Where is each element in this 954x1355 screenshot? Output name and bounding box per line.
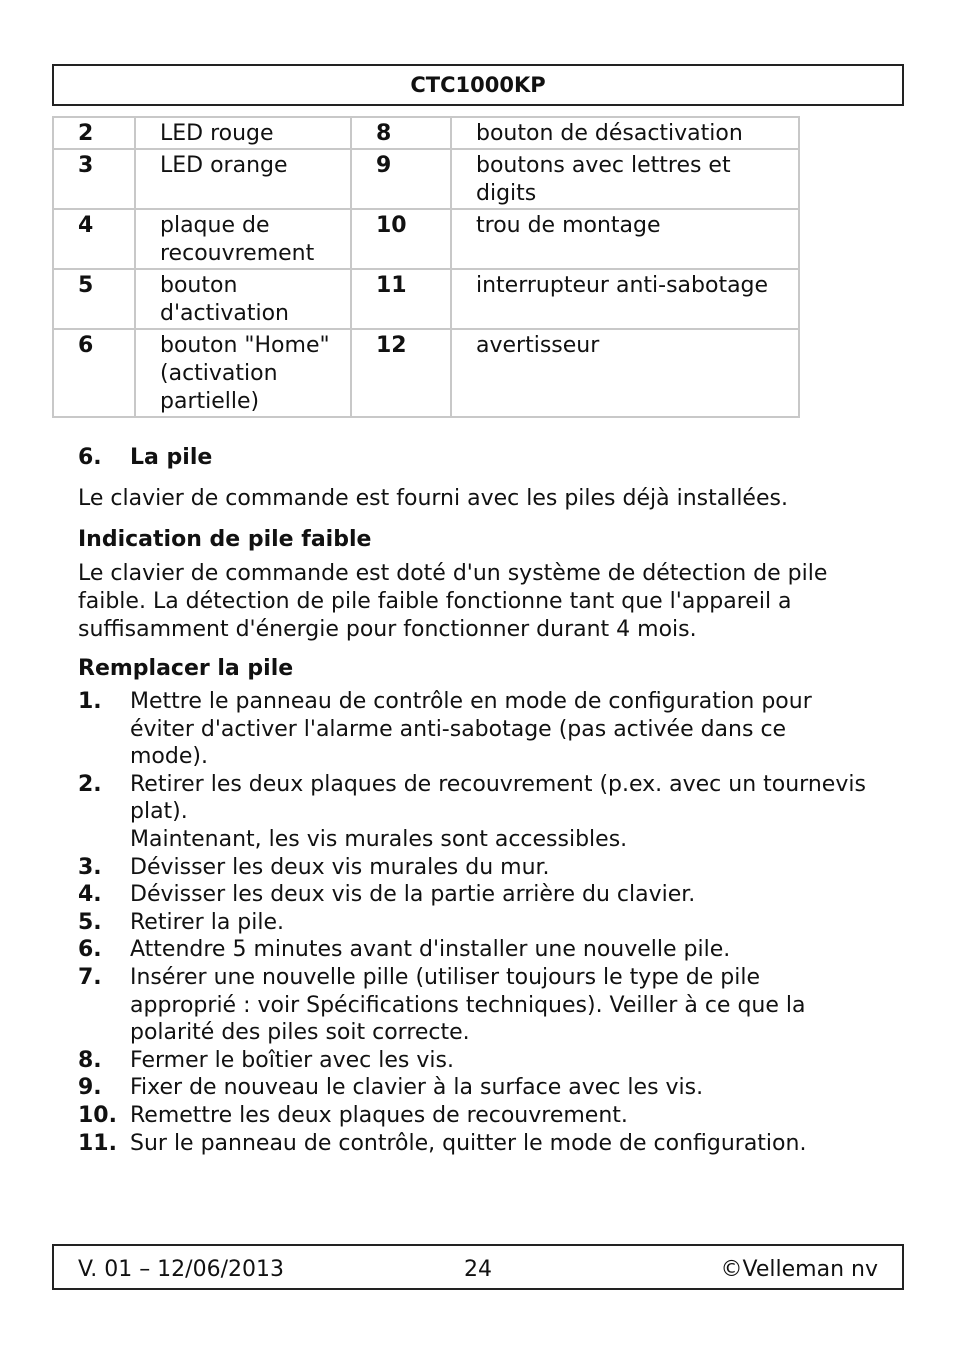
part-label: boutons avec lettres et digits [451,149,799,209]
part-number: 11 [351,269,451,329]
part-number: 4 [53,209,135,269]
list-item [78,771,868,854]
table-row [53,117,799,149]
intro-paragraph: Le clavier de commande est fourni avec les piles déjà installées. [78,486,788,511]
low-battery-paragraph: Le clavier de commande est doté d'un système de détection de pile faible. La détection de pile faible fonctionne tant que l'appareil a suffisamment d'énergie pour fonctionner durant 4 mois. [78,561,828,642]
part-number: 6 [53,329,135,417]
replace-heading: Remplacer la pile [78,656,294,681]
step-number: 6. [78,937,102,963]
list-item [78,909,868,937]
part-label: interrupteur anti-sabotage [451,269,799,329]
parts-table [52,116,800,418]
step-text: Mettre le panneau de contrôle en mode de configuration pour éviter d'activer l'alarme anti-sabotage (pas activée dans ce mode). [130,689,812,770]
step-text: Retirer la pile. [130,909,285,935]
list-item [78,1074,868,1102]
part-number: 5 [53,269,135,329]
copyright: ©Velleman nv [720,1257,878,1282]
table-row [53,149,799,209]
step-text: Remettre les deux plaques de recouvrement. [130,1102,628,1128]
section-number: 6. [78,445,102,470]
step-text: Attendre 5 minutes avant d'installer une nouvelle pile. [130,937,731,963]
list-item [78,1047,868,1075]
table-row [53,329,799,417]
part-label: LED rouge [135,117,351,149]
step-number: 1. [78,689,102,714]
document-header [52,64,904,106]
version-date: V. 01 – 12/06/2013 [78,1257,284,1282]
list-item [78,881,868,909]
step-text: Fixer de nouveau le clavier à la surface avec les vis. [130,1075,704,1101]
step-text: Insérer une nouvelle pille (utiliser toujours le type de pile approprié : voir Spécifications techniques). Veiller à ce que la polarité des piles soit correcte. [130,964,806,1046]
list-item [78,1130,868,1158]
model-title: CTC1000KP [410,73,546,97]
part-label: avertisseur [451,329,799,417]
step-text: Fermer le boîtier avec les vis. [130,1047,454,1073]
replace-steps-list [78,688,868,1157]
step-number: 4. [78,882,102,908]
part-label: bouton de désactivation [451,117,799,149]
step-number: 2. [78,771,102,797]
step-number: 7. [78,964,102,990]
step-number: 3. [78,854,102,880]
document-footer [52,1244,904,1290]
list-item [78,1102,868,1130]
low-battery-heading: Indication de pile faible [78,527,372,552]
step-text: Sur le panneau de contrôle, quitter le mode de configuration. [130,1130,807,1156]
step-text: Dévisser les deux vis de la partie arrière du clavier. [130,882,696,908]
step-number: 10. [78,1102,117,1128]
list-item [78,688,868,771]
step-number: 8. [78,1047,102,1073]
part-number: 9 [351,149,451,209]
step-text: Retirer les deux plaques de recouvrement (p.ex. avec un tournevis plat). [130,771,866,825]
part-label: LED orange [135,149,351,209]
list-item [78,854,868,882]
part-number: 10 [351,209,451,269]
step-text: Dévisser les deux vis murales du mur. [130,854,550,880]
section-title: La pile [130,445,213,470]
table-row [53,269,799,329]
list-item [78,936,868,964]
part-number: 2 [53,117,135,149]
step-note: Maintenant, les vis murales sont accessibles. [130,826,628,852]
section-heading [78,445,212,470]
page-number: 24 [464,1257,492,1282]
part-label: bouton d'activation [135,269,351,329]
part-label: bouton "Home" (activation partielle) [135,329,351,417]
part-number: 8 [351,117,451,149]
part-label: plaque de recouvrement [135,209,351,269]
step-number: 5. [78,909,102,935]
step-number: 9. [78,1075,102,1101]
part-number: 12 [351,329,451,417]
part-label: trou de montage [451,209,799,269]
list-item [78,964,868,1047]
table-row [53,209,799,269]
step-number: 11. [78,1130,117,1156]
part-number: 3 [53,149,135,209]
